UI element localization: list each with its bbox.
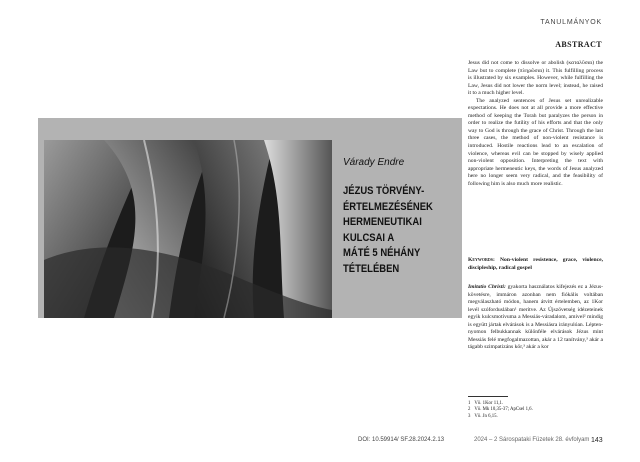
doi[interactable]: DOI: 10.59914/ SF.28.2024.2.13 (358, 437, 445, 443)
footnote-rule (468, 396, 508, 397)
footnote-text: Vö. Jn 6,15. (474, 413, 498, 419)
journal-info: 2024 – 2 Sárospataki Füzetek 28. évfolyam (474, 437, 590, 443)
abstract-body (468, 60, 603, 188)
keywords (468, 257, 603, 272)
footnotes (468, 401, 603, 420)
footnote-text: Vö. Mk 10,35-37; ApCsel 1,6. (474, 407, 533, 413)
abstract-paragraph: The analyzed sentences of Jesus set unrealizable expectations. He does not at all provide a more effective method of keeping the Torah but paralyzes the person in order to realize the futility of his efforts and that the only way to God is through the grace of Christ. Through the last three cases, the method of non-violent resistance is introduced. Hostile reactions lead to an escalation of violence, whereas evil can be stopped by wisely applied non-violent opposition. Interpreting the text with appropriate hermeneutic keys, the words of Jesus analyzed here no longer seem very radical, and the feasibility of following him is also much more realistic. (468, 97, 603, 187)
section-label: TANULMÁNYOK (540, 19, 602, 26)
author-name: Várady Endre (343, 157, 405, 168)
title-line: MÁTÉ 5 NÉHÁNY (343, 247, 421, 259)
intro-body: gyakorta használatos kifejezés ez a Jézus-követésre, immáron azonban nem fiókális voltában megválaszható módon, hanem átvitt értelemben, az 1Kor levél szóforduslában¹ merítve. Az Újszövetség idézeteinek egyik kulcsmotívuma a Messiás-váradalom, amivel² mindig is együtt jártak elvárások is a Messiásra irányulóan. Lépten-nyomon felbukkannak különféle elvárások Jézus mint Messiás felé megfogalmazottan, akár a 12 tanítvány,³ akár a tágabb szimpatizáns kör,³ akár a kor (468, 284, 603, 351)
keywords-label: Keywords: (468, 257, 495, 263)
title-line: HERMENEUTIKAI (343, 216, 422, 228)
abstract-heading: ABSTRACT (555, 40, 602, 49)
footnote (468, 414, 603, 420)
page-number: 143 (591, 437, 603, 444)
title-line: KULCSAI A (343, 231, 395, 244)
footnote-number: 1 (468, 401, 471, 406)
abstract-paragraph: Jesus did not come to dissolve or abolish (καταλῦσαι) the Law but to complete (πληρῶσαι) it. This fulfilling process is illustrated by six examples. However, while fulfilling the Law, Jesus did not lower the norm level; instead, he raised it to a much higher level. (468, 60, 603, 97)
footnote-number: 3 (468, 413, 471, 419)
footnote-number: 2 (468, 407, 471, 413)
intro-paragraph (468, 284, 603, 352)
abstract-photo (44, 140, 332, 318)
title-line: TÉTELÉBEN (343, 262, 400, 275)
article-title (343, 184, 446, 277)
intro-lead: Imitatio Christi: (468, 284, 506, 290)
title-line: ÉRTELMEZÉSÉNEK (343, 200, 433, 213)
intro-text (468, 284, 603, 352)
keywords-text: Non-violent resistence, grace, violence, discipleship, radical gospel (468, 257, 603, 271)
footnote-text: Vö. 1Kor 11,1. (474, 401, 504, 406)
title-line: JÉZUS TÖRVÉNY- (343, 185, 425, 197)
abstract-photo-image (44, 140, 332, 318)
